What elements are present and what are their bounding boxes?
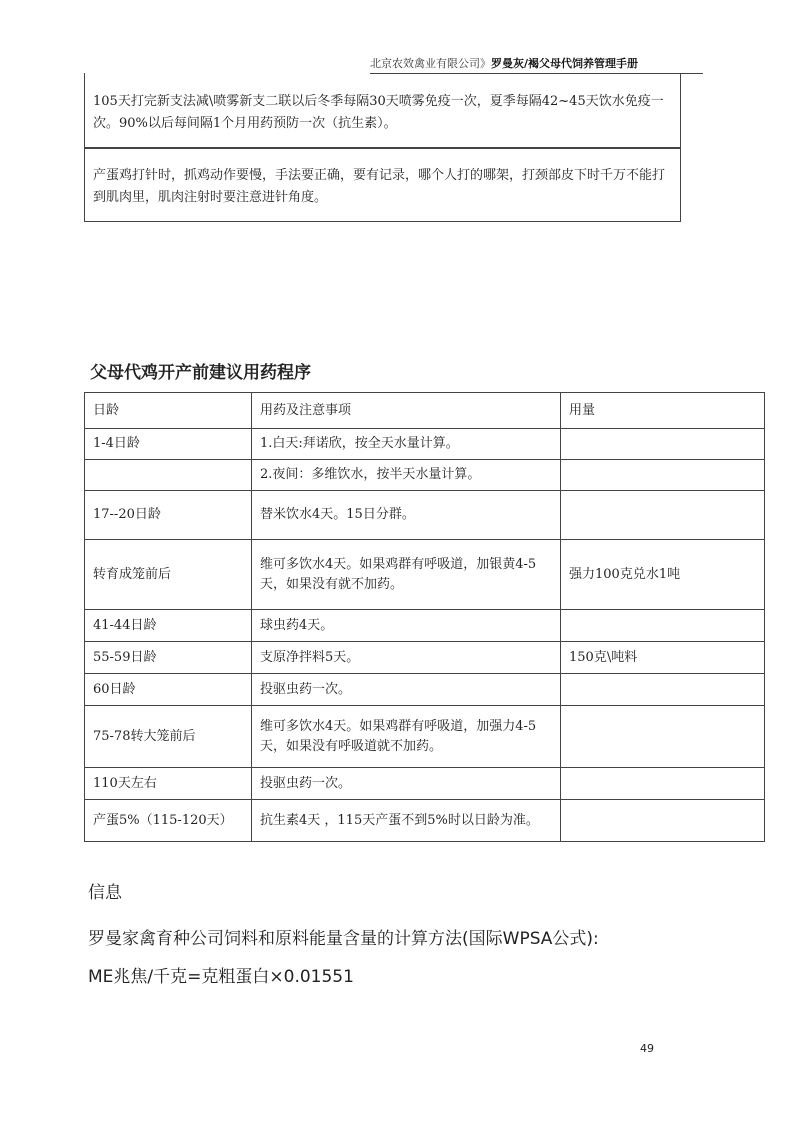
age-cell: 110天左右 — [85, 768, 252, 800]
dosage-cell — [561, 610, 765, 642]
table-row — [85, 429, 765, 460]
table-row — [85, 540, 765, 610]
header-age: 日龄 — [85, 393, 252, 429]
dosage-cell — [561, 800, 765, 842]
dosage-cell — [561, 706, 765, 768]
medication-cell: 球虫药4天。 — [252, 610, 561, 642]
age-cell: 55-59日龄 — [85, 642, 252, 674]
age-cell — [85, 460, 252, 491]
note-text: 产蛋鸡打针时，抓鸡动作要慢，手法要正确，要有记录，哪个人打的哪架，打颈部皮下时千万不能打到肌肉里，肌肉注射时要注意进针角度。 — [93, 168, 666, 205]
dosage-cell: 150克\吨料 — [561, 642, 765, 674]
medication-cell: 投驱虫药一次。 — [252, 768, 561, 800]
info-heading: 信息 — [88, 883, 122, 903]
age-cell: 1-4日龄 — [85, 429, 252, 460]
medication-cell: 2.夜间：多维饮水，按半天水量计算。 — [252, 460, 561, 491]
dosage-cell — [561, 674, 765, 706]
dosage-cell: 强力100克兑水1吨 — [561, 540, 765, 610]
table-row — [85, 768, 765, 800]
header-company: 北京农效禽业有限公司》 — [370, 57, 491, 70]
dosage-cell — [561, 429, 765, 460]
page-header — [370, 55, 703, 71]
table-row — [85, 674, 765, 706]
note-text: 105天打完新支法减\喷雾新支二联以后冬季每隔30天喷雾免疫一次，夏季每隔42~45天饮水免疫一次。90%以后每间隔1个月用药预防一次（抗生素）。 — [93, 94, 664, 131]
dosage-cell — [561, 460, 765, 491]
page-number: 49 — [640, 1042, 654, 1055]
table-row — [85, 610, 765, 642]
note-box-injection — [84, 148, 681, 222]
table-row — [85, 460, 765, 491]
age-cell: 75-78转大笼前后 — [85, 706, 252, 768]
age-cell: 60日龄 — [85, 674, 252, 706]
medication-cell: 维可多饮水4天。如果鸡群有呼吸道，加银黄4-5天，如果没有就不加药。 — [252, 540, 561, 610]
table-row — [85, 706, 765, 768]
header-medication: 用药及注意事项 — [252, 393, 561, 429]
info-formula: ME兆焦/千克=克粗蛋白×0.01551 — [88, 967, 354, 987]
medication-cell: 1.白天:拜诺欣，按全天水量计算。 — [252, 429, 561, 460]
note-box-vaccination — [84, 73, 681, 148]
table-row — [85, 642, 765, 674]
medication-cell: 替米饮水4天。15日分群。 — [252, 491, 561, 540]
dosage-cell — [561, 768, 765, 800]
section-title: 父母代鸡开产前建议用药程序 — [90, 363, 311, 383]
medication-cell: 维可多饮水4天。如果鸡群有呼吸道，加强力4-5天，如果没有呼吸道就不加药。 — [252, 706, 561, 768]
info-formula-title: 罗曼家禽育种公司饲料和原料能量含量的计算方法(国际WPSA公式): — [88, 929, 599, 949]
age-cell: 产蛋5%（115-120天） — [85, 800, 252, 842]
medication-cell: 支原净拌料5天。 — [252, 642, 561, 674]
table-row — [85, 800, 765, 842]
header-manual-title: 罗曼灰/褐父母代饲养管理手册 — [491, 57, 639, 70]
medication-table — [84, 392, 765, 842]
medication-cell: 抗生素4天 ，115天产蛋不到5%时以日龄为准。 — [252, 800, 561, 842]
header-dosage: 用量 — [561, 393, 765, 429]
age-cell: 41-44日龄 — [85, 610, 252, 642]
dosage-cell — [561, 491, 765, 540]
table-row — [85, 491, 765, 540]
age-cell: 转育成笼前后 — [85, 540, 252, 610]
table-header-row — [85, 393, 765, 429]
age-cell: 17--20日龄 — [85, 491, 252, 540]
medication-cell: 投驱虫药一次。 — [252, 674, 561, 706]
